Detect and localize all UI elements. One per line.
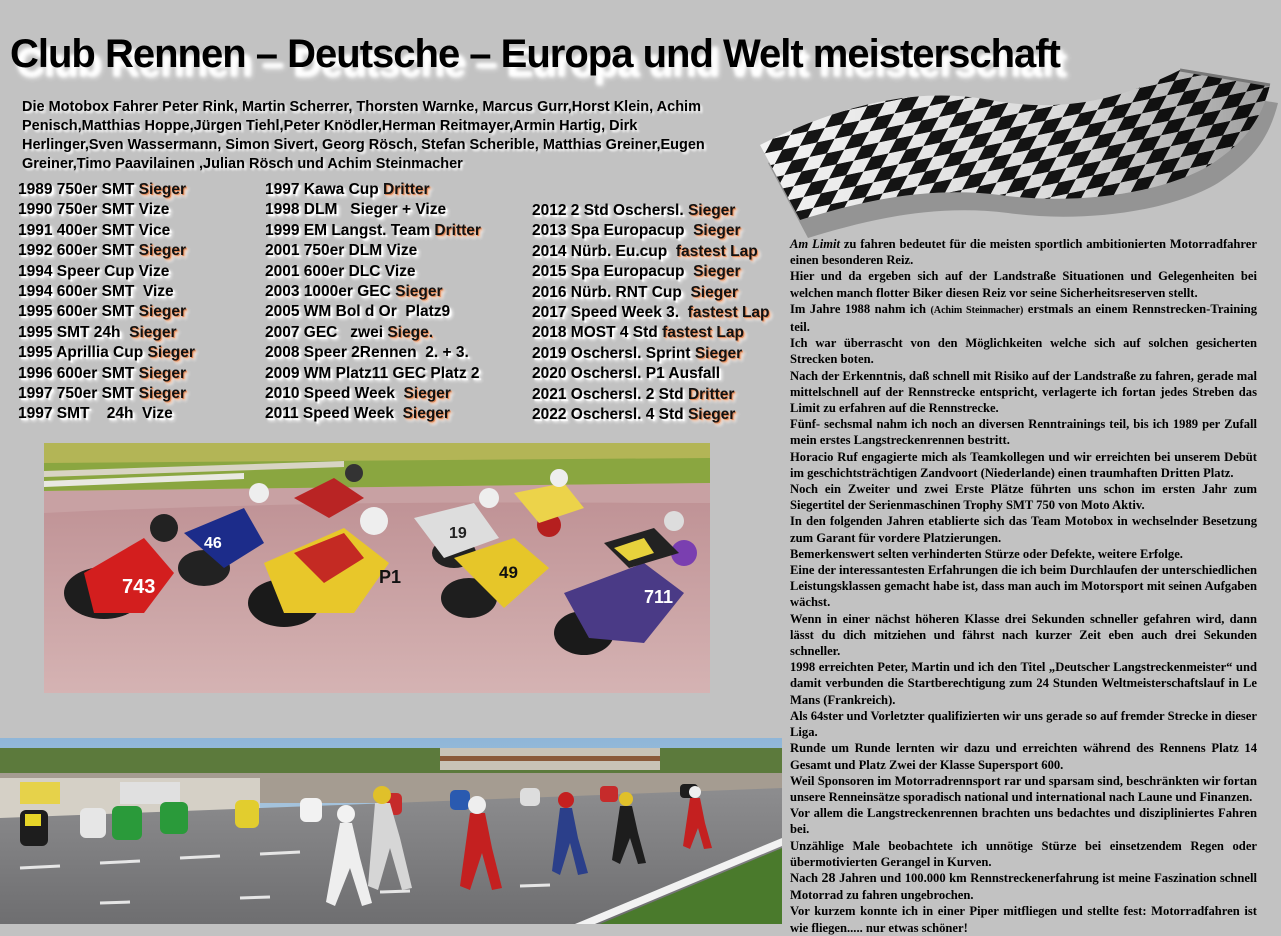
result-placement: Sieger [138,181,187,198]
result-line [18,262,195,282]
story-paragraph [790,870,1257,903]
result-line [532,385,770,405]
bike-number: 743 [122,576,156,598]
result-line [18,200,195,220]
result-placement: Sieger [138,303,187,321]
story-paragraph [790,236,1257,268]
result-text: 2016 Nürb. RNT Cup [532,283,691,301]
story-years: 28 [821,870,836,886]
bike-number: 46 [204,535,222,552]
result-placement: fastest Lap [662,324,744,342]
story-paragraph: Vor kurzem konnte ich in einer Piper mitfliegen und stellte fest: Motorradfahren ist wie fliegen..... nur etwas schöner! [790,904,1257,935]
story-paragraph: 1998 erreichten Peter, Martin und ich den Titel „Deutscher Langstreckenmeister“ und damit verbunden die Startberechtigung zum 24 Stunden Weltmeisterschaftslauf in Le Mans (Frankreich). [790,660,1257,707]
story-text-part: Jahren und 100.000 km Rennstreckenerfahrung ist meine Faszination schnell Motorrad zu fahren ungebrochen. [790,870,1257,903]
result-placement: Sieger [403,385,451,403]
story-text-part: erstmals an einem Rennstrecken-Training teil. [790,301,1258,335]
result-placement: Sieger [694,344,743,362]
result-line [265,241,481,261]
story-text-part: Nach [790,870,822,885]
result-placement: Dritter [383,181,430,198]
result-text: 2013 Spa Europacup [532,222,694,240]
result-text: 2010 Speed Week [265,385,404,403]
result-text: 1994 Speer Cup Vize [18,262,170,280]
bike-number: P1 [379,567,402,587]
bike-number: 19 [449,525,467,542]
result-text: 2021 Oschersl. 2 Std [532,385,688,403]
result-line [18,384,195,404]
result-placement: Siege. [387,323,434,341]
story-paragraph: Horacio Ruf engagierte mich als Teamkollegen und wir erreichten bei unserem Debüt im geschichtsträchtigen Zandvoort (Niederlande) einen traumhaften Dritten Platz. [790,449,1257,480]
result-line [265,282,481,302]
story-text-part: Im Jahre 1988 nahm ich [790,301,931,316]
result-line [265,384,481,404]
result-text: 1997 Kawa Cup [265,181,384,198]
result-line [18,323,195,343]
result-placement: Sieger [138,364,187,382]
result-text: 2005 WM Bol d Or Platz9 [265,303,451,321]
story-paragraph: Runde um Runde lernten wir dazu und erreichten während des Rennens Platz 14 Gesamt und Platz Zwei der Klasse Supersport 600. [790,741,1257,772]
result-placement: Sieger [687,202,736,219]
story-text [790,236,1257,936]
result-text: 1989 750er SMT [18,181,139,198]
story-intro-italic: Am Limit [790,237,840,251]
result-text: 2015 Spa Europacup [532,263,694,281]
result-line [265,200,481,220]
result-line [265,221,481,241]
result-placement: Sieger [687,406,736,424]
result-placement: Sieger [129,323,177,341]
result-line [532,344,770,364]
results-column-1 [18,180,195,425]
result-line [18,343,195,363]
results-column-3 [532,201,770,425]
story-paragraph: Unzählige Male beobachtete ich unnötige Stürze bei einsetzendem Regen oder übermotivierten Gerangel in Kurven. [790,838,1257,869]
story-paragraph: In den folgenden Jahren etablierte sich das Team Motobox in wechselnder Besetzung zum Garant für vordere Platzierungen. [790,514,1257,545]
result-placement: Sieger [138,385,187,403]
result-placement: Sieger [395,283,443,301]
result-line [532,405,770,425]
result-text: 1990 750er SMT Vize [18,201,170,219]
story-paragraph [790,301,1257,335]
bike-number: 49 [499,563,518,582]
result-text: 2014 Nürb. Eu.cup [532,242,676,260]
result-line [532,303,770,323]
result-line [265,302,481,322]
result-line [532,364,770,384]
result-placement: fastest Lap [687,304,770,322]
story-paragraph: Fünf- sechsmal nahm ich noch an diversen Renntrainings teil, bis ich 1989 per Zufall mein erstes Langstreckenrennen bestritt. [790,417,1257,448]
result-line [265,343,481,363]
results-column-2 [265,180,481,425]
result-line [18,180,195,200]
result-text: 2018 MOST 4 Std [532,324,663,342]
result-text: 1997 750er SMT [18,385,139,403]
result-text: 2022 Oschersl. 4 Std [532,406,688,424]
result-line [18,241,195,261]
result-text: 1995 600er SMT [18,303,139,321]
story-intro-rest: zu fahren bedeutet für die meisten sportlich ambitionierten Motorradfahrer einen besonderen Reiz. [790,237,1257,268]
result-placement: Dritter [687,385,735,403]
story-paragraph: Bemerkenswert selten verhinderten Stürze oder Defekte, weitere Erfolge. [790,546,1183,561]
result-line [532,221,770,241]
story-paragraph: Eine der interessantesten Erfahrungen die ich beim Durchlaufen der unterschiedlichen Leistungsklassen gemacht habe ist, dass man auch im Motorsport mit seinen Aufgaben wächst. [790,563,1257,610]
result-text: 2009 WM Platz11 GEC Platz 2 [265,364,480,382]
result-placement: Sieger [138,242,187,260]
result-line [18,302,195,322]
result-line [18,221,195,241]
result-line [532,242,770,262]
result-text: 1992 600er SMT [18,242,139,260]
result-text: 2001 600er DLC Vize [265,262,416,280]
result-text: 1997 SMT 24h Vize [18,405,173,423]
result-line [265,180,481,200]
drivers-list: Die Motobox Fahrer Peter Rink, Martin Scherrer, Thorsten Warnke, Marcus Gurr,Horst Klein, Achim Penisch,Matthias Hoppe,Jürgen Tiehl,Peter Knödler,Herman Reitmayer,Armin Hartig, Dirk Herlinger,Sven Wassermann, Simon Sivert, Georg Rösch, Stefan Scherible, Matthias Greiner,Eugen Greiner,Timo Paavilainen ,Julian Rösch und Achim Steinmacher [22,99,705,172]
story-paragraph: Nach der Erkenntnis, daß schnell mit Risiko auf der Landstraße zu fahren, gerade mal mittelschnell auf der Rennstrecke entspricht, verlagerte ich fortan jedes Streben das Limit zu erfahren auf die Rennstrecke. [790,368,1257,416]
result-text: 2019 Oschersl. Sprint [532,344,695,362]
result-text: 1996 600er SMT [18,364,139,382]
result-text: 2012 2 Std Oschersl. [532,202,688,219]
result-line [532,262,770,282]
result-text: 2017 Speed Week 3. [532,304,688,322]
result-text: 2003 1000er GEC [265,283,396,301]
race-start-photo [0,738,782,924]
result-text: 2007 GEC zwei [265,323,388,341]
result-line [18,364,195,384]
result-placement: Sieger [147,344,195,362]
result-line [532,323,770,343]
result-line [265,364,481,384]
race-corner-photo [44,443,710,693]
result-placement: fastest Lap [675,242,758,260]
result-line [265,323,481,343]
result-placement: Sieger [693,222,741,240]
story-paragraph: Wenn in einer nächst höheren Klasse drei Sekunden schneller gefahren wird, dann lässt du dich mitziehen und fährst nach kurzer Zeit eben auch drei Sekunden schneller. [790,611,1257,659]
page-title: Club Rennen – Deutsche – Europa und Welt meisterschaft [10,32,1060,76]
bike-number: 711 [644,587,674,607]
result-line [18,282,195,302]
result-placement: Sieger [693,263,741,281]
result-placement: Dritter [434,221,481,239]
result-placement: Sieger [690,283,738,301]
result-text: 2008 Speer 2Rennen 2. + 3. [265,344,469,362]
result-line [265,404,481,424]
story-paragraph: Ich war überrascht von den Möglichkeiten welche sich auf solchen gesicherten Strecken boten. [790,336,1257,367]
result-line [532,283,770,303]
story-paragraph: Hier und da ergeben sich auf der Landstraße Situationen und Gelegenheiten bei welchen manch flotter Biker diesen Reiz vor seine Sicherheitsreserven stellt. [790,269,1257,300]
story-paragraph: Noch ein Zweiter und zwei Erste Plätze führten uns schon im ersten Jahr zum Siegertitel der Serienmaschinen Trophy SMT 750 von Moto Aktiv. [790,482,1257,513]
result-text: 2011 Speed Week [265,405,403,423]
result-text: 1998 DLM Sieger + Vize [265,201,447,219]
checkered-flag-image [740,55,1281,240]
result-line [265,262,481,282]
result-placement: Sieger [402,405,450,423]
result-text: 1995 SMT 24h [18,323,130,341]
result-line [18,404,195,424]
result-text: 1995 Aprillia Cup [18,344,148,362]
story-paragraph: Als 64ster und Vorletzter qualifizierten wir uns gerade so auf fremder Strecke in dieser Liga. [790,708,1257,740]
story-author: (Achim Steinmacher) [930,304,1024,316]
story-paragraph: Weil Sponsoren im Motorradrennsport rar und sparsam sind, beschränkten wir fortan unsere Renneinsätze sporadisch national und international nach Laune und Finanzen. [790,773,1257,804]
result-text: 1999 EM Langst. Team [265,221,435,239]
result-text: 2020 Oschersl. P1 Ausfall [532,365,721,383]
result-text: 2001 750er DLM Vize [265,242,418,260]
story-paragraphs [790,335,1257,870]
result-text: 1991 400er SMT Vice [18,221,171,239]
story-paragraph: Vor allem die Langstreckenrennen brachten uns bedachtes und diszipliniertes Fahren bei. [790,806,1257,837]
result-text: 1994 600er SMT Vize [18,283,174,301]
result-line [532,201,770,221]
